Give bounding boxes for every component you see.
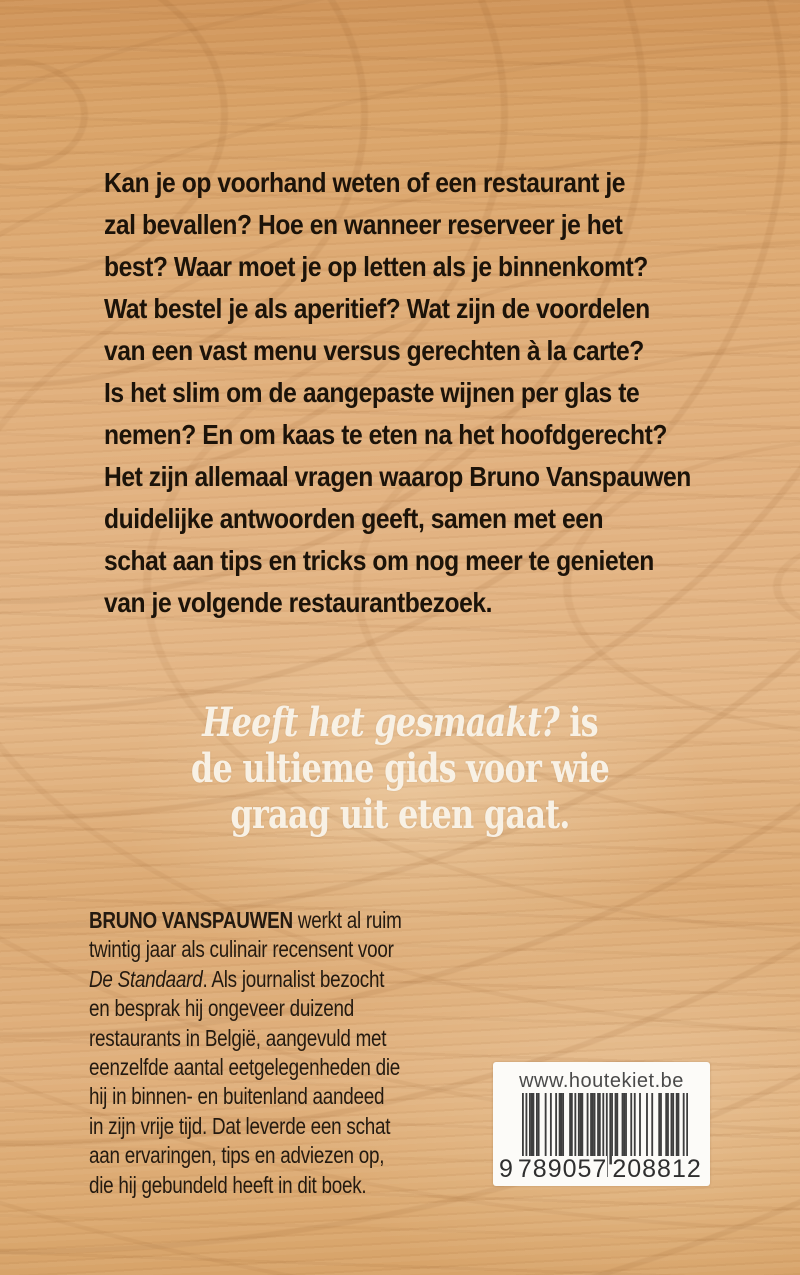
- text-line: de ultieme gids voor wie: [190, 745, 610, 792]
- author-bio: [89, 906, 402, 1200]
- text-line: graag uit eten gaat.: [230, 791, 570, 838]
- text-line: van je volgende restaurantbezoek.: [104, 587, 493, 618]
- isbn-digits: [499, 1156, 701, 1183]
- text-line: zal bevallen? Hoe en wanneer reserveer je het: [104, 209, 623, 240]
- text-line: aan ervaringen, tips en adviezen op,: [89, 1142, 385, 1169]
- isbn-group-1: 789057: [517, 1155, 608, 1183]
- text-line: nemen? En om kaas te eten na het hoofdgerecht?: [104, 419, 668, 450]
- isbn-first-digit: 9: [499, 1155, 513, 1183]
- tagline-quote: [80, 700, 720, 838]
- text-line: Kan je op voorhand weten of een restaurant je: [104, 167, 626, 198]
- text-line: BRUNO VANSPAUWEN werkt al ruim: [89, 907, 402, 933]
- text-line: twintig jaar als culinair recensent voor: [89, 936, 394, 963]
- text-line: best? Waar moet je op letten als je binnenkomt?: [104, 251, 648, 282]
- text-line: De Standaard. Als journalist bezocht: [89, 965, 385, 992]
- text-line: Het zijn allemaal vragen waarop Bruno Vanspauwen: [104, 461, 691, 492]
- text-line: Heeft het gesmaakt? is: [202, 699, 598, 746]
- text-line: en besprak hij ongeveer duizend: [89, 995, 354, 1022]
- text-line: restaurants in België, aangevuld met: [89, 1024, 387, 1051]
- barcode-panel: [493, 1062, 710, 1186]
- text-line: schat aan tips en tricks om nog meer te genieten: [104, 545, 654, 576]
- text-line: eenzelfde aantal eetgelegenheden die: [89, 1054, 401, 1081]
- text-line: Is het slim om de aangepaste wijnen per glas te: [104, 377, 640, 408]
- text-line: in zijn vrije tijd. Dat leverde een schat: [89, 1112, 391, 1139]
- text-line: van een vast menu versus gerechten à la carte?: [104, 335, 644, 366]
- publisher-website: www.houtekiet.be: [519, 1070, 684, 1092]
- text-line: die hij gebundeld heeft in dit boek.: [89, 1171, 367, 1198]
- blurb-paragraph: [104, 162, 691, 624]
- text-line: hij in binnen- en buitenland aandeed: [89, 1083, 385, 1110]
- text-line: Wat bestel je als aperitief? Wat zijn de voordelen: [104, 293, 650, 324]
- text-line: duidelijke antwoorden geeft, samen met een: [104, 503, 604, 534]
- isbn-group-2: 208812: [612, 1155, 702, 1183]
